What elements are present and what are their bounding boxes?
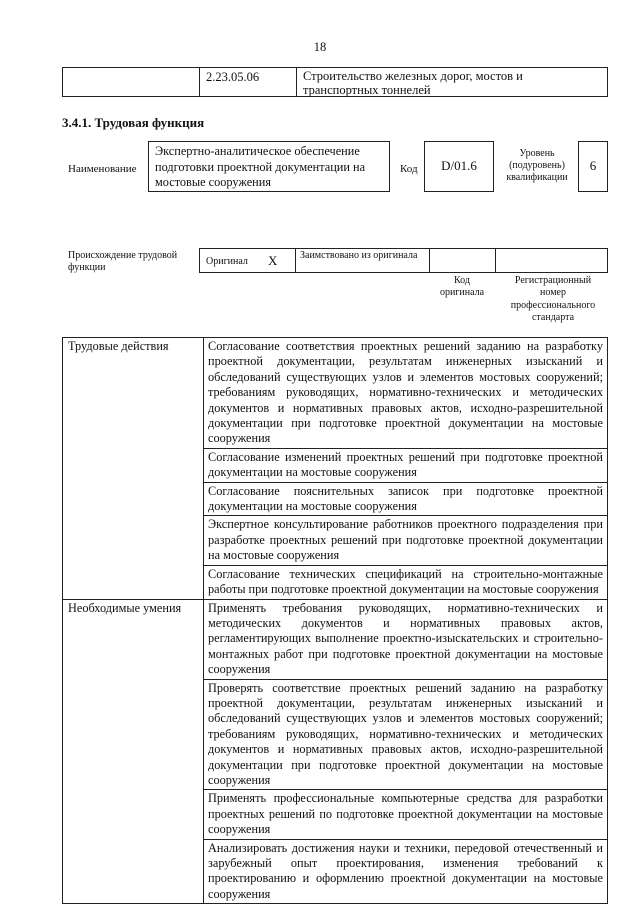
reg-caption: Регистрационный номер профессионального стандарта <box>510 275 596 323</box>
original-label: Оригинал <box>206 256 248 267</box>
top-row-empty-cell <box>62 67 200 97</box>
level-label-line-2: (подуровень) <box>509 160 565 171</box>
top-row-code: 2.23.05.06 <box>206 70 260 84</box>
section-label: Необходимые умения <box>63 599 204 904</box>
section-title: 3.4.1. Трудовая функция <box>62 115 205 130</box>
level-label-line-3: квалификации <box>506 172 568 183</box>
name-value: Экспертно-аналитическое обеспечение подготовки проектной документации на мостовые сооружения <box>155 144 366 189</box>
name-value-box <box>148 141 390 192</box>
code-value: D/01.6 <box>441 158 477 173</box>
code-value-box <box>424 141 494 192</box>
table-cell: Согласование изменений проектных решений при подготовке проектной документации на мостовые сооружения <box>204 448 608 482</box>
top-row-name: Строительство железных дорог, мостов и транспортных тоннелей <box>303 69 523 97</box>
top-row-code-cell <box>199 67 297 97</box>
level-label-line-1: Уровень <box>519 148 555 159</box>
table-cell: Согласование технических спецификаций на строительно-монтажные работы при подготовке проектной документации на мостовые сооружения <box>204 565 608 599</box>
table-cell: Применять требования руководящих, нормативно-технических и методических документов и нормативных правовых актов, регламентирующих выполнение проектно-изыскательских и строительно-монтажных работ при подготовке проектной документации на мостовые сооружения <box>204 599 608 679</box>
table-row <box>63 338 608 449</box>
table-cell: Согласование соответствия проектных решений заданию на разработку проектной документации, результатам инженерных изысканий и обследований существующих узлов и элементов мостовых сооружений; требованиям руководящих, нормативно-технических и методических документов и нормативных правовых актов, исходно-разрешительной документации при подготовке проектной документации на мостовые сооружения <box>204 338 608 449</box>
code-caption: Код оригинала <box>439 275 485 298</box>
level-label <box>500 148 574 184</box>
origin-code-cell <box>429 248 496 273</box>
labor-function-table <box>62 337 608 904</box>
code-label: Код <box>400 163 418 175</box>
section-label: Трудовые действия <box>63 338 204 600</box>
origin-borrowed-cell <box>295 248 430 273</box>
table-cell: Экспертное консультирование работников проектного подразделения при разработке проектных решений при подготовке проектной документации на мостовые сооружения <box>204 516 608 565</box>
original-mark: X <box>268 253 278 268</box>
level-value: 6 <box>589 158 597 173</box>
table-cell: Анализировать достижения науки и техники, передовой отечественный и зарубежный опыт проектирования, изменения требований к проектированию и оформлению проектной документации на мостовые сооружения <box>204 839 608 904</box>
page-number: 18 <box>313 40 327 54</box>
table-row <box>63 599 608 679</box>
level-value-box <box>578 141 608 192</box>
origin-reg-cell <box>495 248 608 273</box>
borrowed-label: Заимствовано из оригинала <box>300 250 418 261</box>
origin-original-cell <box>199 248 296 273</box>
table-cell: Согласование пояснительных записок при подготовке проектной документации на мостовые сооружения <box>204 482 608 516</box>
table-cell: Применять профессиональные компьютерные средства для разработки проектных решений по подготовке проектной документации на мостовые сооружения <box>204 790 608 839</box>
table-cell: Проверять соответствие проектных решений заданию на разработку проектной документации, результатам инженерных изысканий и обследований существующих узлов и элементов мостовых сооружений; требованиям руководящих, нормативно-технических и методических документов и нормативных правовых актов, исходно-разрешительной документации при подготовке проектной документации на мостовые сооружения <box>204 679 608 790</box>
name-label: Наименование <box>68 163 137 175</box>
origin-label: Происхождение трудовой функции <box>68 250 178 273</box>
top-row-name-cell <box>296 67 608 97</box>
